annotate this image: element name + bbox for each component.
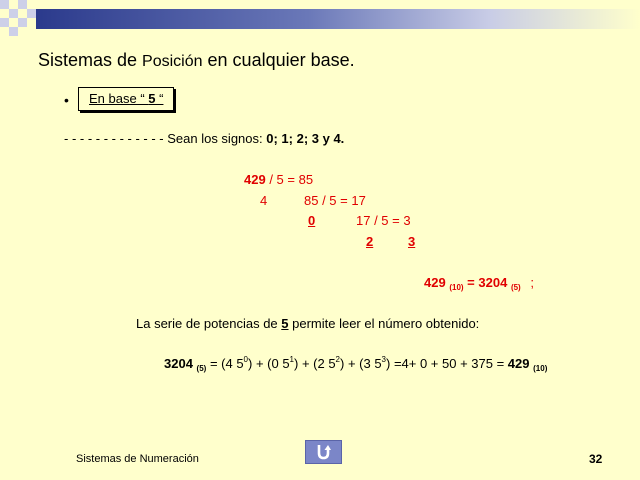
formula-result: 429 bbox=[507, 356, 530, 371]
formula-part: ) =4+ 0 + 50 + 375 = bbox=[386, 356, 508, 371]
division-step-3: 17 / 5 = 3 bbox=[356, 213, 411, 228]
formula-number-sub: (5) bbox=[196, 364, 207, 373]
title-part: en cualquier base. bbox=[202, 50, 355, 70]
page-number: 32 bbox=[589, 452, 603, 466]
serie-text-a: La serie de potencias de bbox=[136, 316, 282, 331]
conversion-result bbox=[424, 275, 534, 292]
decor-square bbox=[0, 0, 9, 9]
header-decoration bbox=[0, 0, 640, 40]
base-label-text: En base “ bbox=[89, 91, 149, 106]
formula-exp: 3 bbox=[381, 355, 386, 364]
return-button[interactable] bbox=[305, 440, 342, 464]
result-right-sub: (5) bbox=[510, 283, 521, 292]
formula-part: = (4 5 bbox=[206, 356, 244, 371]
decor-square bbox=[27, 9, 36, 18]
result-left: 429 bbox=[424, 275, 446, 290]
bullet-dot: • bbox=[64, 92, 69, 108]
decor-square bbox=[18, 0, 27, 9]
decor-square bbox=[9, 27, 18, 36]
title-part: Sistemas de bbox=[38, 50, 143, 70]
serie-base: 5 bbox=[281, 316, 289, 331]
base-label-end: “ bbox=[155, 91, 164, 106]
footer-title: Sistemas de Numeración bbox=[76, 453, 199, 465]
formula-exp: 1 bbox=[289, 355, 294, 364]
signs-line bbox=[64, 131, 344, 146]
division-step-1 bbox=[244, 172, 313, 187]
decor-square bbox=[9, 9, 18, 18]
slide-title bbox=[38, 50, 355, 71]
remainder-2: 0 bbox=[308, 213, 316, 228]
remainder-1: 4 bbox=[260, 193, 268, 208]
signs-values: 0; 1; 2; 3 y 4. bbox=[266, 131, 345, 146]
formula-number: 3204 bbox=[164, 356, 193, 371]
base-label-box bbox=[78, 87, 174, 111]
formula-result-sub: (10) bbox=[533, 364, 548, 373]
decor-square bbox=[0, 18, 9, 27]
formula-exp: 2 bbox=[335, 355, 340, 364]
dividend: 429 bbox=[244, 172, 266, 187]
formula-part: ) + (2 5 bbox=[294, 356, 336, 371]
expansion-formula bbox=[164, 355, 547, 373]
base-label bbox=[89, 91, 163, 106]
u-turn-arrow-icon bbox=[316, 443, 331, 460]
decor-square bbox=[18, 18, 27, 27]
signs-dashes: - - - - - - - - - - - - - Sean los signos: bbox=[64, 131, 267, 146]
division-step-2: 85 / 5 = 17 bbox=[304, 193, 366, 208]
serie-text-b: permite leer el número obtenido: bbox=[288, 316, 480, 331]
result-tail: ; bbox=[530, 275, 534, 290]
formula-part: ) + (3 5 bbox=[340, 356, 382, 371]
base-value: 5 bbox=[148, 91, 156, 106]
serie-text bbox=[136, 316, 479, 331]
formula-part: ) + (0 5 bbox=[248, 356, 290, 371]
title-part: Posición bbox=[142, 53, 203, 70]
result-eq: = 3204 bbox=[463, 275, 508, 290]
header-gradient-band bbox=[36, 9, 640, 29]
division-expr: / 5 = 85 bbox=[265, 172, 314, 187]
remainder-3: 2 bbox=[366, 234, 374, 249]
formula-exp: 0 bbox=[243, 355, 248, 364]
final-quotient: 3 bbox=[408, 234, 416, 249]
result-left-sub: (10) bbox=[449, 283, 464, 292]
